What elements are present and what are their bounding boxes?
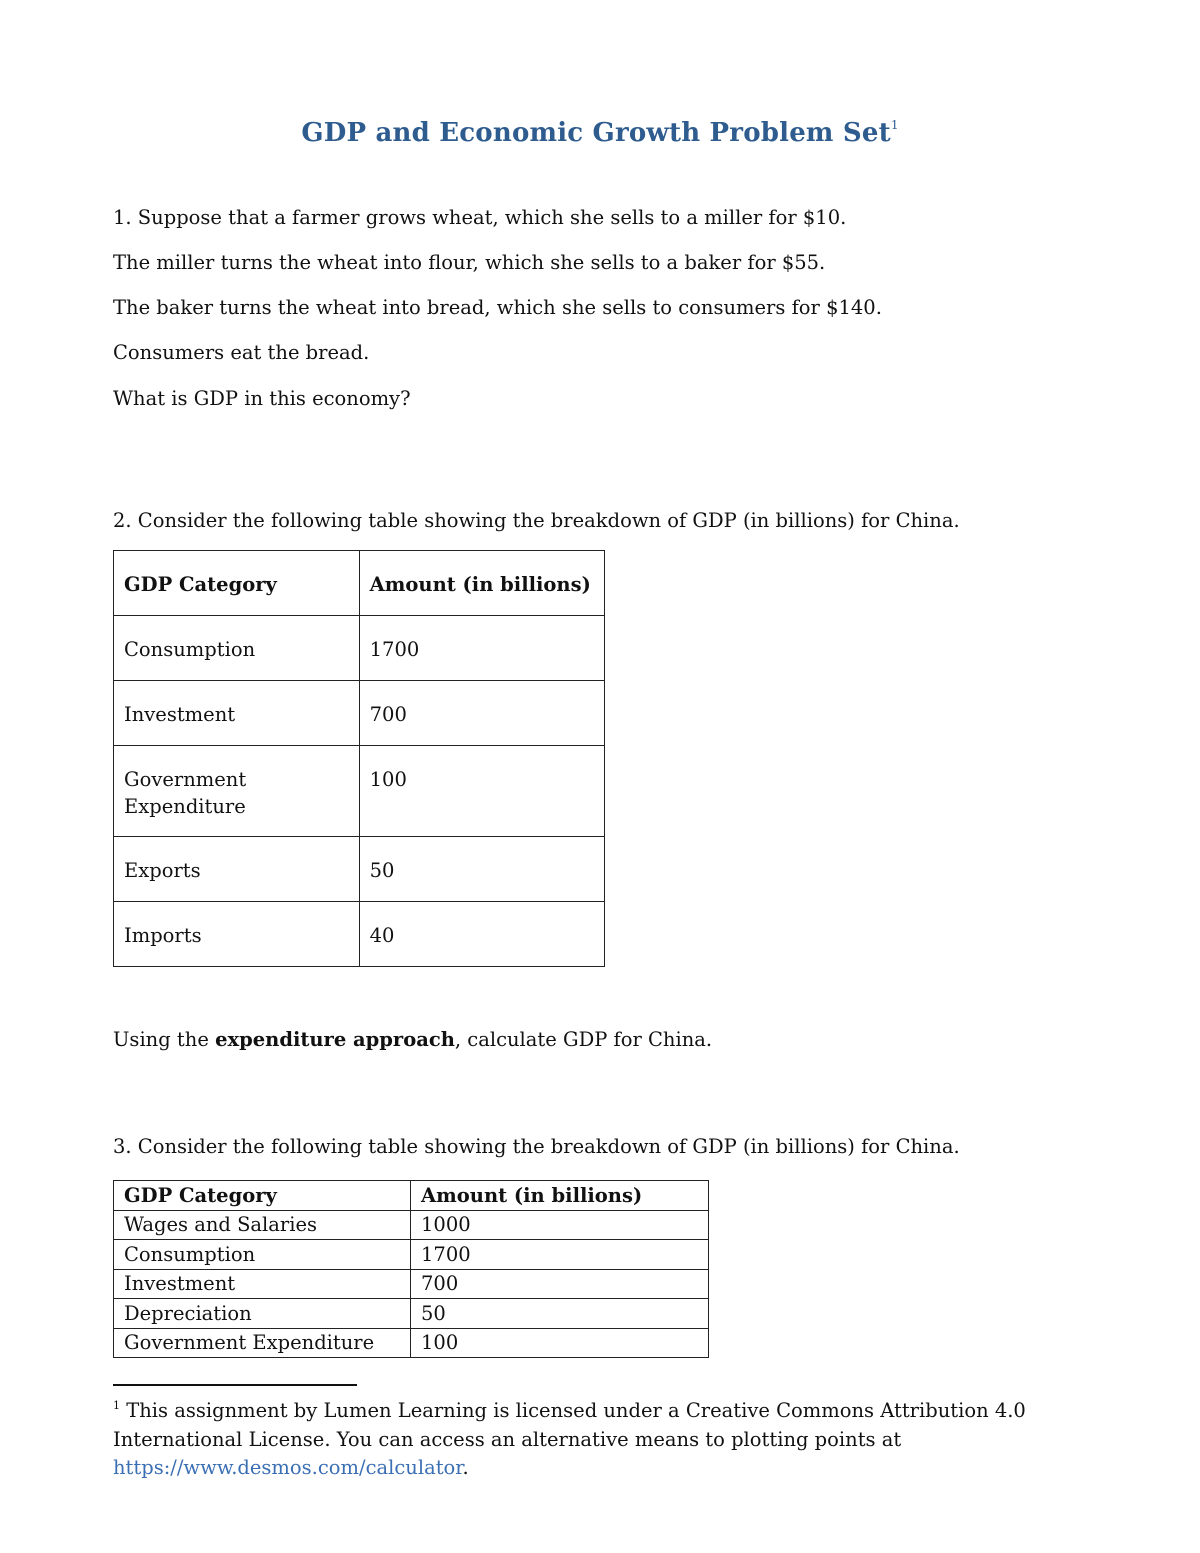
- table-cell: Government Expenditure: [114, 1328, 411, 1358]
- table-cell: Investment: [114, 1269, 411, 1299]
- q1-line-5: What is GDP in this economy?: [113, 387, 411, 410]
- table-cell: 100: [359, 746, 604, 837]
- table-row: [114, 1328, 709, 1358]
- table-cell: Investment: [114, 681, 360, 746]
- desmos-link[interactable]: https://www.desmos.com/calculator: [113, 1456, 463, 1479]
- page-title: [0, 118, 1200, 148]
- q1-line-1: 1. Suppose that a farmer grows wheat, which she sells to a miller for $10.: [113, 206, 847, 229]
- q2-intro: 2. Consider the following table showing the breakdown of GDP (in billions) for China.: [113, 509, 960, 532]
- q3-intro: 3. Consider the following table showing the breakdown of GDP (in billions) for China.: [113, 1135, 960, 1158]
- footnote: $^1$ This assignment by Lumen Learning is licensed under a Creative Commons Attribution 4.0 International License. You can access an alternative means to plotting points at https://www.desmos.com/calculator.: [113, 1399, 1026, 1479]
- table-cell: 50: [359, 837, 604, 902]
- table-row: [114, 1210, 709, 1240]
- q3-gdp-table: [113, 1180, 709, 1358]
- table-cell: Consumption: [114, 616, 360, 681]
- table-row: [114, 837, 605, 902]
- q1-line-2: The miller turns the wheat into flour, which she sells to a baker for $55.: [113, 251, 826, 274]
- title-footnote-mark: 1: [890, 118, 899, 132]
- title-text: GDP and Economic Growth Problem Set: [301, 118, 891, 148]
- q2-gdp-table: [113, 550, 605, 967]
- table-cell: Government Expenditure: [114, 746, 360, 837]
- table-row: [114, 616, 605, 681]
- table-cell: Depreciation: [114, 1299, 411, 1329]
- table-row: [114, 746, 605, 837]
- table-header-cell: GDP Category: [114, 551, 360, 616]
- bold-term: expenditure approach: [215, 1028, 455, 1051]
- table-cell: 700: [411, 1269, 709, 1299]
- table-cell: Imports: [114, 902, 360, 967]
- table-cell: 700: [359, 681, 604, 746]
- table-row: [114, 1240, 709, 1270]
- table-header-cell: GDP Category: [114, 1181, 411, 1211]
- q1-line-3: The baker turns the wheat into bread, which she sells to consumers for $140.: [113, 296, 882, 319]
- table-row: [114, 1299, 709, 1329]
- footnote-mark: 1: [113, 1399, 120, 1412]
- table-cell: Wages and Salaries: [114, 1210, 411, 1240]
- table-cell: 1700: [411, 1240, 709, 1270]
- table-header-cell: Amount (in billions): [411, 1181, 709, 1211]
- table-row: [114, 681, 605, 746]
- q2-question: Using the expenditure approach, calculate GDP for China.: [113, 1028, 713, 1051]
- footnote-text: This assignment by Lumen Learning is licensed under a Creative Commons Attribution 4.0 International License. You can access an alternative means to plotting points at: [113, 1399, 1026, 1451]
- table-cell: 40: [359, 902, 604, 967]
- table-cell: Exports: [114, 837, 360, 902]
- table-row: [114, 902, 605, 967]
- table-cell: 1000: [411, 1210, 709, 1240]
- table-cell: 1700: [359, 616, 604, 681]
- footnote-divider: [113, 1384, 357, 1386]
- table-row: [114, 1269, 709, 1299]
- table-header-row: [114, 1181, 709, 1211]
- q1-line-4: Consumers eat the bread.: [113, 341, 370, 364]
- table-cell: 100: [411, 1328, 709, 1358]
- table-header-row: [114, 551, 605, 616]
- table-cell: 50: [411, 1299, 709, 1329]
- table-header-cell: Amount (in billions): [359, 551, 604, 616]
- table-cell: Consumption: [114, 1240, 411, 1270]
